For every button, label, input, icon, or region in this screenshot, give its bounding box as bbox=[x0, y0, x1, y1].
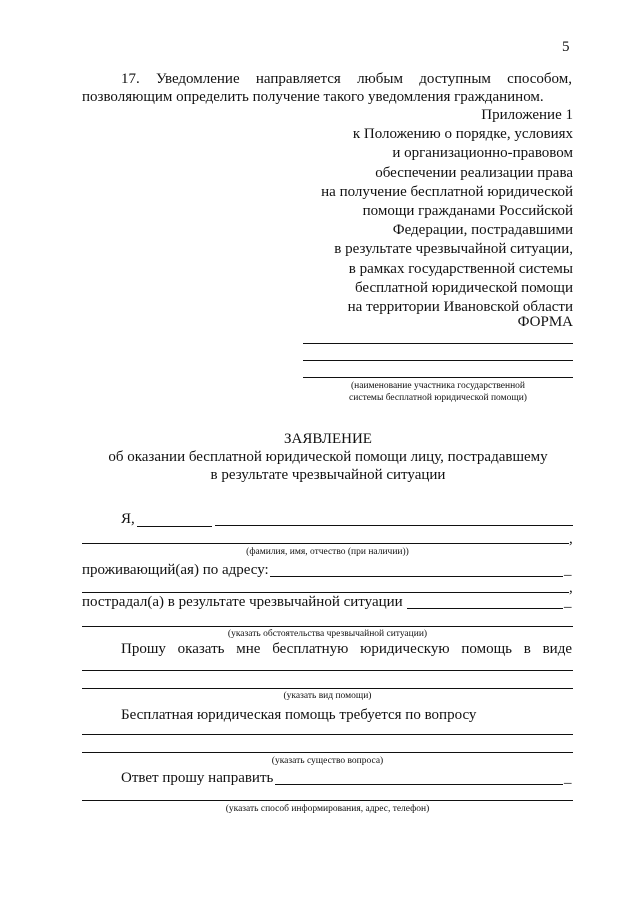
appendix-line: в результате чрезвычайной ситуации, bbox=[334, 241, 573, 258]
question-caption: (указать существо вопроса) bbox=[271, 756, 384, 766]
suffered-label: пострадал(а) в результате чрезвычайной ситуации bbox=[82, 594, 403, 610]
appendix-line: обеспечении реализации права bbox=[375, 164, 573, 181]
document-subtitle-2: в результате чрезвычайной ситуации bbox=[210, 467, 446, 483]
appendix-line: к Положению о порядке, условиях bbox=[352, 126, 573, 143]
question-text: Бесплатная юридическая помощь требуется по вопросу bbox=[121, 707, 477, 723]
appendix-line: и организационно-правовом bbox=[392, 145, 573, 162]
answer-caption: (указать способ информирования, адрес, телефон) bbox=[225, 804, 430, 814]
address-field[interactable] bbox=[270, 576, 563, 577]
circumstances-field-line2[interactable] bbox=[82, 626, 573, 627]
form-label: ФОРМА bbox=[517, 314, 573, 330]
answer-label: Ответ прошу направить bbox=[121, 770, 274, 786]
ya-label: Я, bbox=[121, 511, 135, 527]
answer-field[interactable] bbox=[275, 784, 563, 785]
appendix-line: Федерации, пострадавшими bbox=[392, 222, 573, 239]
question-line-1[interactable] bbox=[82, 734, 573, 735]
document-subtitle-1: об оказании бесплатной юридической помощи лицу, пострадавшему bbox=[108, 449, 548, 465]
comma: , bbox=[569, 531, 573, 547]
fio-caption: (фамилия, имя, отчество (при наличии)) bbox=[246, 547, 409, 557]
recipient-line-3[interactable] bbox=[303, 377, 573, 378]
comma: , bbox=[569, 580, 573, 596]
appendix-line: на территории Ивановской области bbox=[347, 299, 573, 316]
appendix-line: Приложение 1 bbox=[481, 107, 573, 123]
paragraph-17-line1: 17. Уведомление направляется любым доступным способом, bbox=[121, 71, 572, 87]
recipient-caption: (наименование участника государственной системы бесплатной юридической помощи) bbox=[349, 381, 527, 403]
request-text: Прошу оказать мне бесплатную юридическую помощь в виде bbox=[121, 641, 572, 657]
help-type-line-1[interactable] bbox=[82, 670, 573, 671]
appendix-line: бесплатной юридической помощи bbox=[354, 279, 573, 296]
help-type-line-2[interactable] bbox=[82, 688, 573, 689]
circumstances-caption: (указать обстоятельства чрезвычайной ситуации) bbox=[227, 629, 428, 639]
address-label: проживающий(ая) по адресу: bbox=[82, 562, 269, 578]
answer-field-line2[interactable] bbox=[82, 800, 573, 801]
dash: _ bbox=[564, 562, 572, 578]
appendix-block bbox=[321, 106, 573, 317]
appendix-line: на получение бесплатной юридической bbox=[321, 183, 573, 200]
dash: _ bbox=[564, 770, 572, 786]
name-field-short[interactable] bbox=[137, 526, 212, 527]
recipient-line-1[interactable] bbox=[303, 343, 573, 344]
name-field[interactable] bbox=[215, 525, 573, 526]
help-type-caption: (указать вид помощи) bbox=[283, 691, 372, 701]
paragraph-17-line2: позволяющим определить получение такого уведомления гражданином. bbox=[82, 89, 544, 105]
appendix-line: в рамках государственной системы bbox=[348, 260, 573, 277]
page-number: 5 bbox=[562, 39, 570, 55]
document-title: ЗАЯВЛЕНИЕ bbox=[284, 431, 372, 447]
name-field-line2[interactable] bbox=[82, 543, 569, 544]
recipient-line-2[interactable] bbox=[303, 360, 573, 361]
dash: _ bbox=[564, 594, 572, 610]
question-line-2[interactable] bbox=[82, 752, 573, 753]
appendix-line: помощи гражданами Российской bbox=[362, 203, 573, 220]
circumstances-field[interactable] bbox=[407, 608, 563, 609]
